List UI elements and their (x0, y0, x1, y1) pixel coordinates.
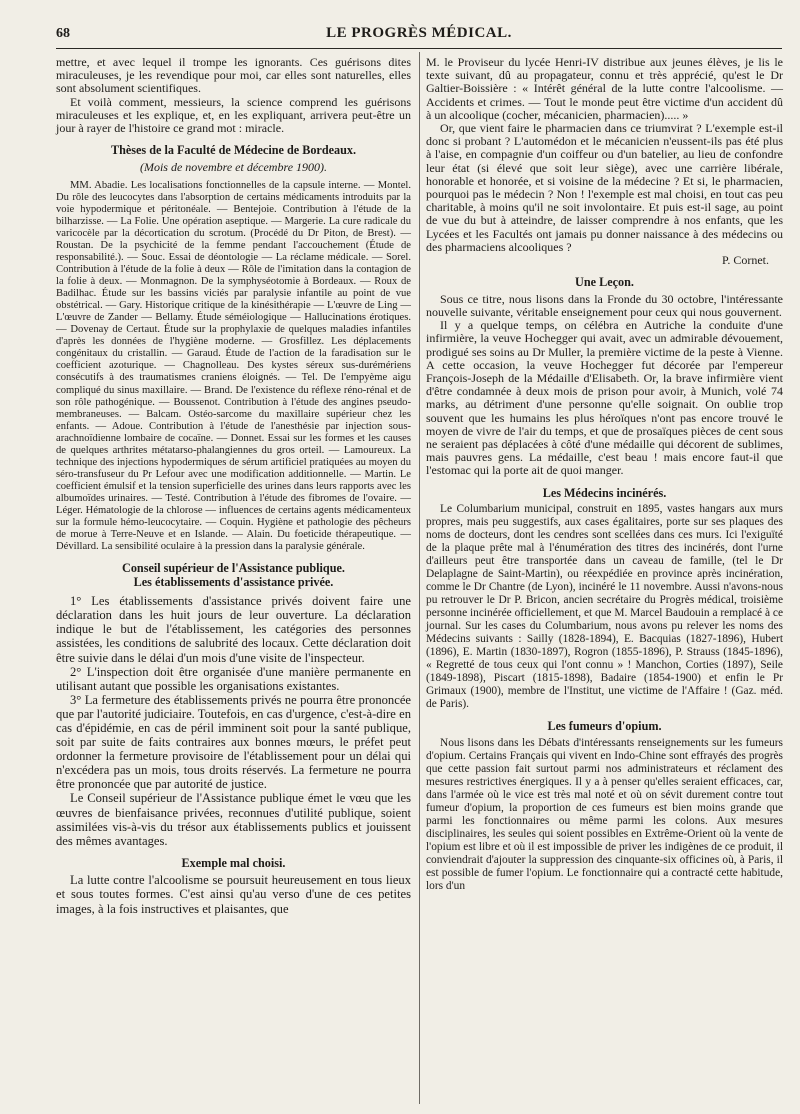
lecon-paragraph: Il y a quelque temps, on célébra en Autriche la conduite d'une infirmière, la veuve Hochegger qui avait, avec un admirable dévouement, prodigué ses soins au Dr Muller, la première victime de la peste à Vienne. A cette occasion, la veuve Hochegger fut décorée par l'empereur François-Joseph de la Médaille d'Elisabeth. Or, la brave infirmière vient d'être condamnée à deux mois de prison pour avoir, à Munich, volé 74 marks, au détriment d'une personne qu'elle soignait. On oublie trop souvent que les humains les plus héroïques n'ont pas encore trouvé le moyen de vivre de l'air du temps, et que de prosaïques pièces de cent sous ne seraient pas déplacées à côté d'une médaille qui décorent de sublimes, mais pauvres gens. La médaille, c'est beau ! mais encore faut-il que l'estomac qui la porte ait de quoi manger. (426, 318, 783, 478)
fumeurs-paragraph: Nous lisons dans les Débats d'intéressants renseignements sur les fumeurs d'opium. Certains Français qui vivent en Indo-Chine sont effrayés des progrès que cette passion fait surtout parmi nos administrateurs et réclament des mesures restrictives énergiques. Il y a à penser qu'elles seraient efficaces, car, dans l'armée où le vice est très mal noté et où on sévit durement contre tout fumeur d'opium, la proportion de ces fumeurs est bien moins grande que parmi les fonctionnaires ou même parmi les colons. Aux mesures disciplinaires, les seules qui soient possibles en Extrême-Orient où la vente de l'opium est libre et où il est impossible de priver les indigènes de ce produit, il conviendrait d'ajouter la suppression des cinquante-six officines où, à Paris, il est possible de fumer l'opium. Le fonctionnaire qui a contracté cette habitude, lors d'un (426, 736, 783, 892)
theses-heading: Thèses de la Faculté de Médecine de Bordeaux. (110, 143, 357, 158)
running-title: LE PROGRÈS MÉDICAL. (326, 25, 512, 41)
column-divider (419, 52, 420, 1104)
author-signature: P. Cornet. (721, 253, 769, 268)
intro-paragraph: Et voilà comment, messieurs, la science comprend les guérisons miraculeuses et les explique, et, en les expliquant, arrivera peut-être un jour à rayer de l'histoire ce grand mot : miracle. (56, 94, 411, 136)
theses-subheading: (Mois de novembre et décembre 1900). (139, 159, 328, 174)
left-column (56, 56, 411, 916)
conseil-heading-line2: Les établissements d'assistance privée. (133, 574, 334, 589)
conseil-paragraph: Le Conseil supérieur de l'Assistance publique émet le vœu que les œuvres de bienfaisance privées, reconnues d'utilité publique, soient assimilées vis-à-vis du trésor aux établissements publics et jouissent des mêmes avantages. (56, 791, 411, 848)
lecon-paragraph: Sous ce titre, nous lisons dans la Fronde du 30 octobre, l'intéressante nouvelle suivante, véritable enseignement pour ceux qui nous gouvernent. (426, 291, 783, 319)
fumeurs-heading: Les fumeurs d'opium. (547, 719, 662, 734)
theses-list: MM. Abadie. Les localisations fonctionnelles de la capsule interne. — Montel. Du rôle des leucocytes dans l'absorption de certains médicaments introduits par la voie hypodermique et péritonéale. — Bentejoie. Contribution à l'étude de la bilharzisse. — La Folie. Une opération aseptique. — Margerie. La cure radicale du varicocèle par la décortication du scrotum. (Procédé du Dr Piton, de Brest). — Roustan. De la psychicité de la femme pendant l'accouchement (Étude de responsabilité.). — Souc. Essai de déontologie — La réclame médicale. — Sorel. Contribution à l'étude de la folie à deux — Rôle de l'imitation dans la contagion de la folie à deux. — Monmagnon. De la symphyséotomie à Bordeaux. — Roux de Badilhac. Étude sur les bassins viciés par paralysie infantile au point de vue obstétrical. — Gary. Historique critique de la kinésithérapie — L'œuvre de Ling — L'œuvre de Zander — Bellamy. Étude séméiologique — Hallucinations érotiques. — Dovenay de Certaut. Étude sur la prophylaxie de quelques maladies infantiles d'après les données de l'hygiène moderne. — Grosfillez. Les déplacements congénitaux du cristallin. — Garaud. Étude de l'action de la faradisation sur le coefficient azoturique. — Chagnolleau. Des kystes séreux sus-durémériens consécutifs à des traumatismes craniens éloignés. — Tel. De l'empyème aigu compliqué du sinus maxillaire. — Brand. De l'existence du réflexe réno-rénal et de son rôle pathogénique. — Boussenot. Contribution à l'étude des angines pseudo-membraneuses. — Balcam. Ostéo-sarcome du maxillaire supérieur chez les enfants. — Adoue. Contribution à l'étude de l'anesthésie par injection sous-arachnoïdienne lombaire de cocaïne. — Donnet. Essai sur les formes et les causes de quelques arthrites métatarso-phalangiennes du gros orteil. — Lamoureux. La technique des injections hypodermiques de sérum artificiel pratiquées au moyen du séro-transfuseur du Pr Lefour avec une modification additionnelle. — Martin. Le coefficient émulsif et la tension superficielle des urines dans leurs rapports avec les albumoïdes urinaires. — Testé. Contribution à l'étude des fibromes de l'ovaire. — Léger. Hématologie de la chlorose — influences de certains agents médicamenteux sur la formule hémo-leucocytaire. — Coquin. Hygiène et pathologie des pêcheurs de morue à Terre-Neuve et en Islande. — Alain. Du foeticide thérapeutique. — Dévillard. La sensibilité oculaire à la pression dans la paralysie générale. (56, 179, 411, 553)
conseil-paragraph: 1° Les établissements d'assistance privés doivent faire une déclaration dans les huit jours de leur ouverture. La déclaration indique le but de l'établissement, les catégories des personnes assistées, les conditions de salubrité des locaux. Cette déclaration doit être suivie dans le délai d'un mois d'une visite de l'inspecteur. (56, 594, 411, 665)
conseil-paragraph: 3° La fermeture des établissements privés ne pourra être prononcée que par l'autorité judiciaire. Toutefois, en cas d'urgence, c'est-à-dire en cas d'épidémie, en cas de péril imminent soit pour la santé publique, soit par suite de faits contraires aux bonnes mœurs, le préfet peut ordonner la fermeture provisoire de l'établissement pour un délai qui n'excédera pas un mois, tous droits réservés. La fermeture ne pourra être prononcée que par autorité de justice. (56, 692, 411, 792)
continuation-paragraph: Or, que vient faire le pharmacien dans ce triumvirat ? L'exemple est-il donc si probant ? L'automédon et le mécanicien n'eussent-ils pas été plus à l'aise, en compagnie d'un coiffeur ou d'un batelier, au lieu de confondre leur état (si élevé que soit leur siège), avec une carrière libérale, honorable et honorée, et si voisine de la médecine ? Et si, le pharmacien, pourquoi pas le médecin ? Non ! l'exemple est mal choisi, en tout cas peu charitable, à moins qu'il ne soit involontaire. Et puis est-il sage, au point de vue du but à atteindre, de laisser comprendre à nos enfants, que les Lycées et les Facultés ont jamais pu donner naissance à des médecins ou des pharmaciens alcooliques ? (426, 121, 783, 254)
right-column (426, 56, 783, 893)
page-header (56, 22, 782, 49)
incineres-paragraph: Le Columbarium municipal, construit en 1895, vastes hangars aux murs propres, mais peu suggestifs, aux cases égalitaires, porte sur ses plaques des noms de docteurs, dont les cendres sont scellées dans ces murs. Ici l'exiguïté de la plaque prête mal à l'énumération des titres des incinérés, dont l'urne d'ailleurs peut être transportée dans un caveau de famille, (tel le Dr Delaplagne de Saint-Martin), ou réexpédiée en province après incinération, comme le Dr Chantre (de Lyon), incinéré le 11 novembre. Aussi n'avons-nous pu retrouver le Dr P. Bricon, ancien secrétaire du Progrès médical, troisième personne incinérée officiellement, et que M. Marcel Baudouin a remplacé à ce journal. Sur les cases du Columbarium, nous avons pu relever les noms des Médecins suivants : Sailly (1828-1894), E. Bacquias (1827-1896), Hubert (1896), E. Martin (1830-1897), Rogron (1855-1896), P. Strauss (1845-1896), « Regretté de tous ceux qui l'ont connu » ! Manchon, Corties (1897), Seile (1849-1898), Piscart (1815-1898), Badaire (1854-1900) et enfin le Pr Grimaux (1900), membre de l'Institut, une victime de l'Affaire ! (Gaz. méd. de Paris). (426, 503, 783, 711)
lecon-heading: Une Leçon. (575, 275, 634, 290)
conseil-heading-line1: Conseil supérieur de l'Assistance publique. (122, 561, 345, 576)
intro-paragraph: mettre, et avec lequel il trompe les ignorants. Ces guérisons dites miraculeuses, je les revendique pour moi, car elles sont naturelles, elles sont absolument scientifiques. (56, 55, 411, 96)
exemple-paragraph: La lutte contre l'alcoolisme se poursuit heureusement en tous lieux et sous toutes formes. C'est ainsi qu'au verso d'une de ces petites images, à la fois instructives et plaisantes, que (56, 873, 411, 916)
exemple-heading: Exemple mal choisi. (181, 855, 286, 870)
conseil-paragraph: 2° L'inspection doit être organisée d'une manière permanente en utilisant autant que possible les organisations existantes. (56, 664, 411, 693)
page-number: 68 (56, 26, 70, 41)
incineres-heading: Les Médecins incinérés. (542, 485, 667, 500)
continuation-paragraph: M. le Proviseur du lycée Henri-IV distribue aux jeunes élèves, je lis le texte suivant, dû au propagateur, connu et très apprécié, qu'est le Dr Galtier-Boissière : « Intérêt général de la lutte contre l'alcoolisme. — Accidents et crimes. — Tout le monde peut être victime d'un accident dû à un alcoolique (cocher, mécanicien, pharmacien)..... » (426, 55, 783, 122)
